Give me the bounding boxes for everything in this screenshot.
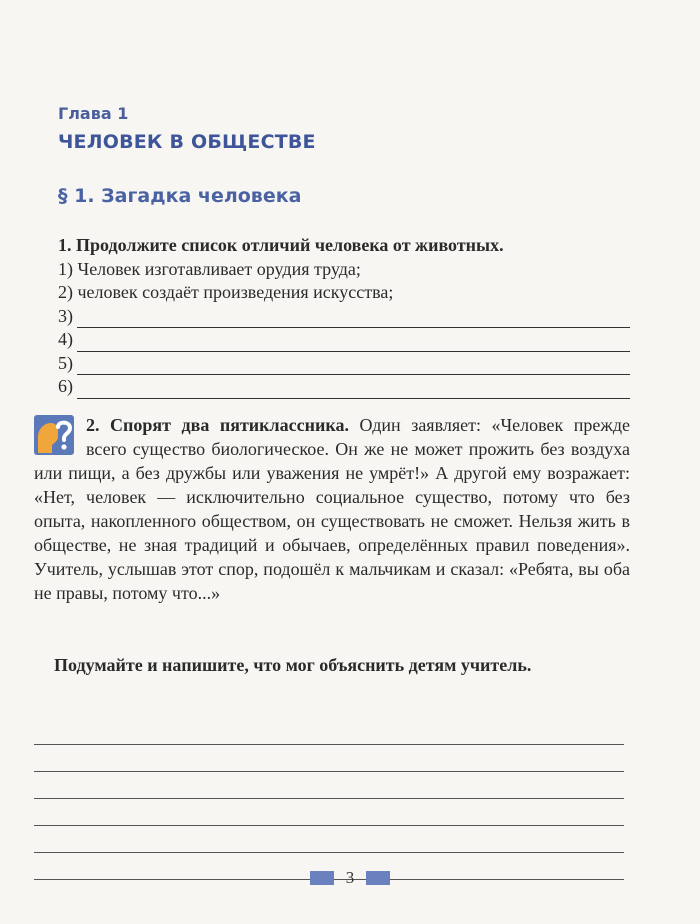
answer-line[interactable] bbox=[77, 357, 630, 375]
task-2-body: Один заявляет: «Человек прежде всего существо биологическое. Он же не может прожить без воздуха или пищи, а без дружбы или уважения не умрёт!» А другой ему возражает: «Нет, человек — исключительно социальное существо, потому что без опыта, накопленного обществом, он существовать не сможет. Нельзя жить в обществе, не зная традиций и обычаев, определённых правил поведения». Учитель, услышав этот спор, подошёл к мальчикам и сказал: «Ребята, вы оба не правы, потому что...» bbox=[34, 415, 631, 603]
chapter-title: ЧЕЛОВЕК В ОБЩЕСТВЕ bbox=[58, 131, 316, 153]
task-1-item: 1) Человек изготавливает орудия труда; bbox=[58, 258, 361, 279]
page-number: 3 bbox=[345, 868, 355, 887]
blank-number: 4) bbox=[58, 329, 73, 349]
task-1-heading: 1. Продолжите список отличий человека от животных. bbox=[58, 235, 504, 255]
task-1-item: 2) человек создаёт произведения искусства; bbox=[58, 282, 394, 302]
blank-number: 6) bbox=[58, 376, 73, 396]
chapter-label: Глава 1 bbox=[58, 104, 129, 123]
task-2 bbox=[34, 413, 630, 605]
question-person-icon bbox=[34, 415, 74, 455]
section-title: § 1. Загадка человека bbox=[58, 185, 302, 207]
answer-line[interactable] bbox=[34, 772, 624, 799]
task-2-heading: 2. Спорят два пятиклассника. bbox=[86, 415, 349, 435]
answer-area[interactable] bbox=[34, 718, 624, 880]
page-footer bbox=[0, 866, 700, 890]
task-1-blank-row[interactable] bbox=[58, 375, 630, 399]
task-1-blank-row[interactable] bbox=[58, 305, 630, 329]
task-2-instruction: Подумайте и напишите, что мог объяснить детям учитель. bbox=[54, 655, 532, 675]
answer-line[interactable] bbox=[77, 310, 630, 328]
blank-number: 5) bbox=[58, 352, 73, 373]
blank-number: 3) bbox=[58, 305, 73, 326]
answer-line[interactable] bbox=[34, 826, 624, 853]
task-1 bbox=[58, 234, 630, 399]
footer-bar-right bbox=[366, 871, 390, 885]
answer-line[interactable] bbox=[77, 334, 630, 352]
footer-bar-left bbox=[310, 871, 334, 885]
task-2-text bbox=[34, 413, 630, 605]
task-1-blank-row[interactable] bbox=[58, 352, 630, 376]
task-1-blank-row[interactable] bbox=[58, 328, 630, 352]
answer-line[interactable] bbox=[77, 381, 630, 399]
answer-line[interactable] bbox=[34, 718, 624, 745]
answer-line[interactable] bbox=[34, 799, 624, 826]
answer-line[interactable] bbox=[34, 745, 624, 772]
